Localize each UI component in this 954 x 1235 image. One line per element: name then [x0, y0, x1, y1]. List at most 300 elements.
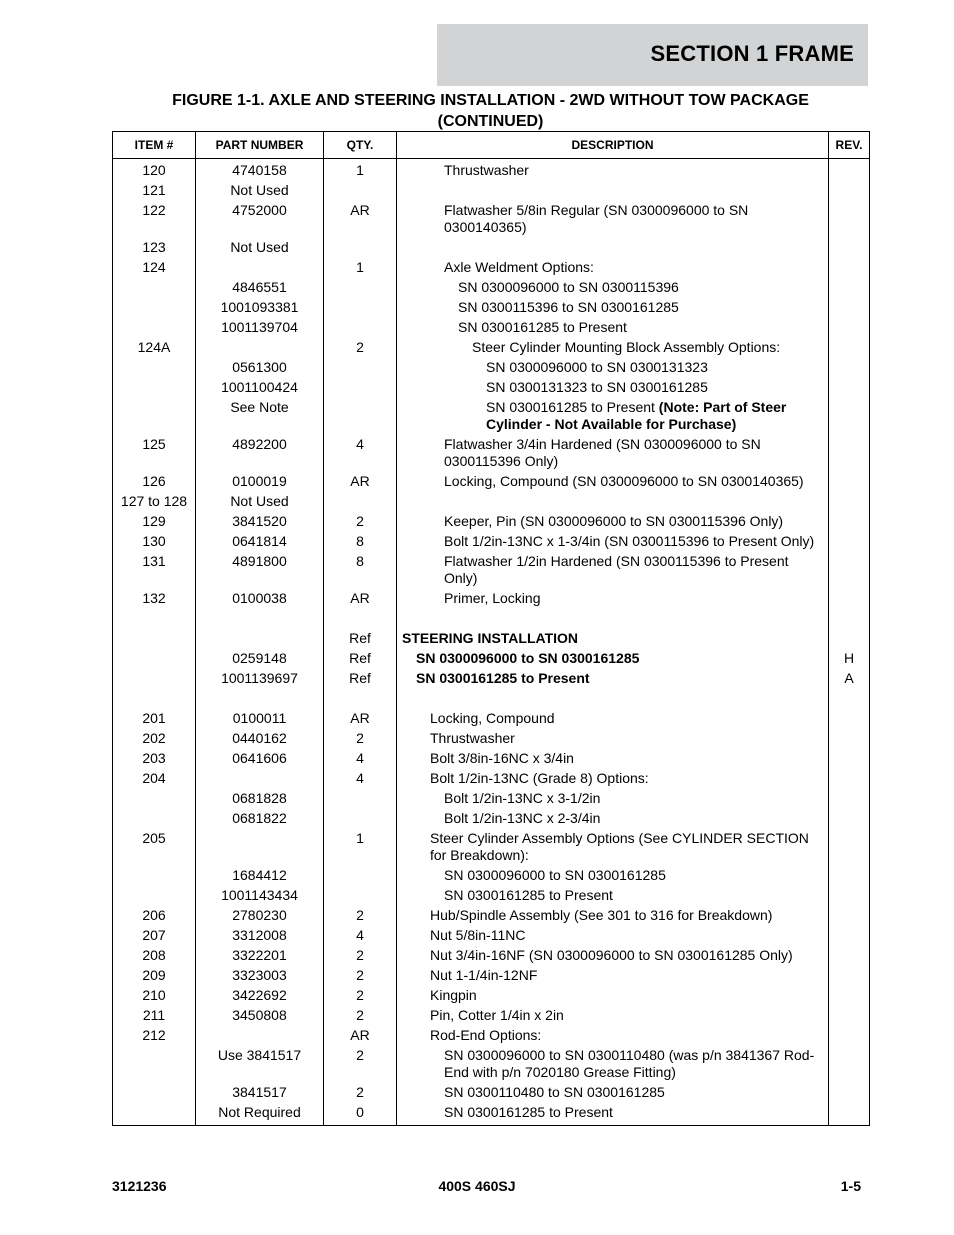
description-cell: [397, 708, 829, 728]
qty-cell: [324, 788, 397, 808]
table-row: [113, 808, 870, 828]
description-cell: [397, 728, 829, 748]
rev-cell: [829, 471, 870, 491]
qty-cell: 2: [324, 511, 397, 531]
rev-cell: A: [829, 668, 870, 688]
rev-cell: [829, 491, 870, 511]
part-number-cell: 0100038: [196, 588, 324, 608]
description-text: SN 0300096000 to SN 0300131323: [486, 359, 708, 375]
rev-cell: [829, 808, 870, 828]
table-row: [113, 471, 870, 491]
description-cell: [397, 297, 829, 317]
figure-title-line1: FIGURE 1-1. AXLE AND STEERING INSTALLATION - 2WD WITHOUT TOW PACKAGE: [172, 92, 809, 109]
part-number-cell: 0641814: [196, 531, 324, 551]
qty-cell: 2: [324, 1045, 397, 1082]
parts-table-body: [113, 159, 870, 1126]
description-cell: [397, 985, 829, 1005]
rev-cell: [829, 377, 870, 397]
description-cell: [397, 277, 829, 297]
part-number-cell: 0681822: [196, 808, 324, 828]
part-number-cell: 0681828: [196, 788, 324, 808]
item-cell: 124: [113, 257, 196, 277]
description-cell: [397, 885, 829, 905]
description-text: SN 0300161285 to Present: [444, 887, 613, 903]
part-number-cell: 3841517: [196, 1082, 324, 1102]
figure-title: [112, 90, 869, 132]
section-header: [437, 24, 868, 86]
description-cell: [397, 688, 829, 708]
table-header-row: [113, 132, 870, 159]
description-cell: [397, 808, 829, 828]
qty-cell: [324, 608, 397, 628]
description-text: Nut 5/8in-11NC: [430, 927, 526, 943]
rev-cell: [829, 788, 870, 808]
part-number-cell: [196, 768, 324, 788]
part-number-cell: 2780230: [196, 905, 324, 925]
item-cell: [113, 865, 196, 885]
rev-cell: [829, 434, 870, 471]
description-cell: [397, 828, 829, 865]
part-number-cell: 3841520: [196, 511, 324, 531]
rev-cell: [829, 511, 870, 531]
rev-cell: [829, 828, 870, 865]
item-cell: 121: [113, 180, 196, 200]
description-text: Hub/Spindle Assembly (See 301 to 316 for Breakdown): [430, 907, 773, 923]
description-text: Locking, Compound (SN 0300096000 to SN 0300140365): [444, 473, 804, 489]
item-cell: 202: [113, 728, 196, 748]
qty-cell: 2: [324, 945, 397, 965]
table-row: [113, 257, 870, 277]
item-cell: [113, 377, 196, 397]
table-row: [113, 1025, 870, 1045]
item-cell: [113, 808, 196, 828]
table-row: [113, 865, 870, 885]
rev-cell: [829, 237, 870, 257]
part-number-cell: 0259148: [196, 648, 324, 668]
description-cell: [397, 397, 829, 434]
qty-cell: AR: [324, 471, 397, 491]
description-text: Bolt 1/2in-13NC x 2-3/4in: [444, 810, 601, 826]
part-number-cell: 4752000: [196, 200, 324, 237]
description-text: Axle Weldment Options:: [444, 259, 594, 275]
rev-cell: [829, 965, 870, 985]
part-number-cell: 1001139704: [196, 317, 324, 337]
description-text: Thrustwasher: [430, 730, 515, 746]
qty-cell: 2: [324, 1082, 397, 1102]
table-row: [113, 357, 870, 377]
description-text: Bolt 1/2in-13NC (Grade 8) Options:: [430, 770, 649, 786]
item-cell: 210: [113, 985, 196, 1005]
item-cell: [113, 608, 196, 628]
qty-cell: 4: [324, 925, 397, 945]
description-note: (Note: Part of Steer Cylinder - Not Available for Purchase): [486, 399, 787, 432]
item-cell: 123: [113, 237, 196, 257]
part-number-cell: 4891800: [196, 551, 324, 588]
part-number-cell: Not Used: [196, 180, 324, 200]
item-cell: [113, 277, 196, 297]
description-cell: [397, 1025, 829, 1045]
description-cell: [397, 180, 829, 200]
description-cell: [397, 434, 829, 471]
description-cell: [397, 608, 829, 628]
item-cell: [113, 1045, 196, 1082]
item-cell: 120: [113, 159, 196, 181]
qty-cell: [324, 397, 397, 434]
description-cell: [397, 377, 829, 397]
table-row: [113, 748, 870, 768]
rev-cell: [829, 628, 870, 648]
description-text: Nut 3/4in-16NF (SN 0300096000 to SN 0300161285 Only): [430, 947, 793, 963]
description-cell: [397, 471, 829, 491]
qty-cell: 0: [324, 1102, 397, 1126]
description-cell: [397, 865, 829, 885]
description-cell: [397, 1005, 829, 1025]
part-number-cell: [196, 337, 324, 357]
description-text: SN 0300161285 to Present: [444, 1104, 613, 1120]
description-text: Keeper, Pin (SN 0300096000 to SN 0300115396 Only): [444, 513, 784, 529]
parts-table: [112, 131, 870, 1126]
item-cell: [113, 668, 196, 688]
part-number-cell: 0100011: [196, 708, 324, 728]
description-cell: [397, 491, 829, 511]
part-number-cell: Not Used: [196, 237, 324, 257]
part-number-cell: [196, 257, 324, 277]
item-cell: 203: [113, 748, 196, 768]
rev-cell: [829, 885, 870, 905]
rev-cell: [829, 708, 870, 728]
qty-cell: 8: [324, 531, 397, 551]
table-row: [113, 200, 870, 237]
item-cell: 124A: [113, 337, 196, 357]
qty-cell: AR: [324, 200, 397, 237]
rev-cell: [829, 1045, 870, 1082]
item-cell: [113, 1082, 196, 1102]
qty-cell: 4: [324, 434, 397, 471]
table-row: [113, 628, 870, 648]
description-cell: [397, 628, 829, 648]
description-cell: [397, 788, 829, 808]
description-cell: [397, 511, 829, 531]
qty-cell: 2: [324, 985, 397, 1005]
item-cell: [113, 357, 196, 377]
table-row: [113, 531, 870, 551]
part-number-cell: 1001100424: [196, 377, 324, 397]
description-text: SN 0300115396 to SN 0300161285: [458, 299, 679, 315]
table-row: [113, 905, 870, 925]
item-cell: [113, 397, 196, 434]
rev-cell: [829, 337, 870, 357]
qty-cell: [324, 237, 397, 257]
qty-cell: 8: [324, 551, 397, 588]
rev-cell: [829, 608, 870, 628]
rev-cell: [829, 297, 870, 317]
item-cell: 132: [113, 588, 196, 608]
rev-cell: [829, 1005, 870, 1025]
figure-title-line2: (CONTINUED): [437, 113, 544, 130]
qty-cell: 1: [324, 257, 397, 277]
description-cell: [397, 1082, 829, 1102]
item-cell: [113, 788, 196, 808]
table-row: [113, 648, 870, 668]
footer-model: 400S 460SJ: [438, 1178, 516, 1194]
rev-cell: [829, 945, 870, 965]
part-number-cell: 3422692: [196, 985, 324, 1005]
part-number-cell: 4892200: [196, 434, 324, 471]
table-row: [113, 551, 870, 588]
table-row: [113, 828, 870, 865]
description-text: SN 0300096000 to SN 0300161285: [444, 867, 666, 883]
item-cell: [113, 648, 196, 668]
description-cell: [397, 965, 829, 985]
rev-cell: [829, 688, 870, 708]
table-row: [113, 965, 870, 985]
table-row: [113, 1102, 870, 1126]
table-row: [113, 511, 870, 531]
item-cell: 212: [113, 1025, 196, 1045]
description-text: Flatwasher 1/2in Hardened (SN 0300115396 to Present Only): [444, 553, 789, 586]
table-row: [113, 985, 870, 1005]
qty-cell: AR: [324, 708, 397, 728]
description-text: SN 0300096000 to SN 0300110480 (was p/n 3841367 Rod-End with p/n 7020180 Grease Fitting): [444, 1047, 815, 1080]
item-cell: 201: [113, 708, 196, 728]
table-row: [113, 434, 870, 471]
column-header-qty: QTY.: [324, 132, 397, 159]
rev-cell: [829, 748, 870, 768]
item-cell: 205: [113, 828, 196, 865]
part-number-cell: 0440162: [196, 728, 324, 748]
item-cell: 130: [113, 531, 196, 551]
qty-cell: AR: [324, 588, 397, 608]
item-cell: 209: [113, 965, 196, 985]
qty-cell: [324, 808, 397, 828]
description-text: Steer Cylinder Assembly Options (See CYLINDER SECTION for Breakdown):: [430, 830, 809, 863]
column-header-description: DESCRIPTION: [397, 132, 829, 159]
qty-cell: 2: [324, 337, 397, 357]
description-text: STEERING INSTALLATION: [402, 630, 579, 646]
description-cell: [397, 748, 829, 768]
column-header-rev: REV.: [829, 132, 870, 159]
description-cell: [397, 588, 829, 608]
item-cell: 125: [113, 434, 196, 471]
rev-cell: H: [829, 648, 870, 668]
table-row: [113, 608, 870, 628]
rev-cell: [829, 159, 870, 181]
table-row: [113, 159, 870, 181]
description-text: Pin, Cotter 1/4in x 2in: [430, 1007, 564, 1023]
qty-cell: Ref: [324, 668, 397, 688]
section-title: SECTION 1 FRAME: [650, 41, 854, 66]
rev-cell: [829, 257, 870, 277]
description-cell: [397, 551, 829, 588]
qty-cell: [324, 865, 397, 885]
qty-cell: [324, 357, 397, 377]
part-number-cell: 1001139697: [196, 668, 324, 688]
table-row: [113, 788, 870, 808]
item-cell: 129: [113, 511, 196, 531]
qty-cell: 2: [324, 1005, 397, 1025]
description-cell: [397, 768, 829, 788]
item-cell: [113, 885, 196, 905]
qty-cell: Ref: [324, 628, 397, 648]
table-row: [113, 925, 870, 945]
item-cell: [113, 297, 196, 317]
item-cell: 126: [113, 471, 196, 491]
rev-cell: [829, 985, 870, 1005]
part-number-cell: Not Required: [196, 1102, 324, 1126]
table-row: [113, 297, 870, 317]
description-text: Bolt 3/8in-16NC x 3/4in: [430, 750, 574, 766]
part-number-cell: 1001143434: [196, 885, 324, 905]
description-text: SN 0300096000 to SN 0300115396: [458, 279, 679, 295]
table-row: [113, 377, 870, 397]
part-number-cell: 3450808: [196, 1005, 324, 1025]
column-header-item: ITEM #: [113, 132, 196, 159]
qty-cell: 2: [324, 728, 397, 748]
qty-cell: AR: [324, 1025, 397, 1045]
rev-cell: [829, 531, 870, 551]
table-row: [113, 1082, 870, 1102]
rev-cell: [829, 1082, 870, 1102]
part-number-cell: 4846551: [196, 277, 324, 297]
table-row: [113, 1045, 870, 1082]
item-cell: 208: [113, 945, 196, 965]
rev-cell: [829, 357, 870, 377]
description-cell: [397, 237, 829, 257]
description-text: SN 0300161285 to Present: [486, 399, 659, 415]
table-row: [113, 668, 870, 688]
description-cell: [397, 257, 829, 277]
item-cell: 122: [113, 200, 196, 237]
column-header-part-number: PART NUMBER: [196, 132, 324, 159]
qty-cell: [324, 277, 397, 297]
description-text: Rod-End Options:: [430, 1027, 542, 1043]
part-number-cell: [196, 828, 324, 865]
part-number-cell: [196, 688, 324, 708]
item-cell: [113, 628, 196, 648]
description-text: Flatwasher 5/8in Regular (SN 0300096000 to SN 0300140365): [444, 202, 749, 235]
description-cell: [397, 1045, 829, 1082]
rev-cell: [829, 865, 870, 885]
description-text: SN 0300161285 to Present: [458, 319, 627, 335]
table-row: [113, 337, 870, 357]
table-row: [113, 491, 870, 511]
qty-cell: 2: [324, 905, 397, 925]
rev-cell: [829, 768, 870, 788]
table-row: [113, 688, 870, 708]
part-number-cell: 4740158: [196, 159, 324, 181]
description-text: SN 0300096000 to SN 0300161285: [416, 650, 640, 666]
qty-cell: [324, 377, 397, 397]
part-number-cell: 3312008: [196, 925, 324, 945]
table-row: [113, 317, 870, 337]
qty-cell: [324, 317, 397, 337]
rev-cell: [829, 551, 870, 588]
part-number-cell: [196, 628, 324, 648]
qty-cell: 1: [324, 828, 397, 865]
part-number-cell: 0100019: [196, 471, 324, 491]
description-cell: [397, 668, 829, 688]
description-cell: [397, 200, 829, 237]
part-number-cell: Use 3841517: [196, 1045, 324, 1082]
item-cell: 207: [113, 925, 196, 945]
part-number-cell: [196, 1025, 324, 1045]
rev-cell: [829, 1102, 870, 1126]
description-cell: [397, 925, 829, 945]
part-number-cell: 0561300: [196, 357, 324, 377]
description-cell: [397, 337, 829, 357]
part-number-cell: 3323003: [196, 965, 324, 985]
description-text: Steer Cylinder Mounting Block Assembly Options:: [472, 339, 781, 355]
item-cell: 127 to 128: [113, 491, 196, 511]
description-text: Bolt 1/2in-13NC x 1-3/4in (SN 0300115396 to Present Only): [444, 533, 815, 549]
rev-cell: [829, 200, 870, 237]
table-row: [113, 945, 870, 965]
rev-cell: [829, 925, 870, 945]
qty-cell: 4: [324, 748, 397, 768]
qty-cell: 2: [324, 965, 397, 985]
footer-doc-number: 3121236: [112, 1178, 167, 1194]
description-text: SN 0300131323 to SN 0300161285: [486, 379, 708, 395]
rev-cell: [829, 277, 870, 297]
description-text: Primer, Locking: [444, 590, 541, 606]
item-cell: 204: [113, 768, 196, 788]
item-cell: 131: [113, 551, 196, 588]
qty-cell: Ref: [324, 648, 397, 668]
description-text: Bolt 1/2in-13NC x 3-1/2in: [444, 790, 601, 806]
description-cell: [397, 531, 829, 551]
table-row: [113, 397, 870, 434]
description-text: Flatwasher 3/4in Hardened (SN 0300096000 to SN 0300115396 Only): [444, 436, 761, 469]
rev-cell: [829, 588, 870, 608]
table-row: [113, 277, 870, 297]
part-number-cell: [196, 608, 324, 628]
item-cell: 206: [113, 905, 196, 925]
qty-cell: [324, 688, 397, 708]
qty-cell: 1: [324, 159, 397, 181]
part-number-cell: Not Used: [196, 491, 324, 511]
description-cell: [397, 357, 829, 377]
description-text: Nut 1-1/4in-12NF: [430, 967, 538, 983]
qty-cell: [324, 885, 397, 905]
rev-cell: [829, 317, 870, 337]
footer-page-number: 1-5: [840, 1178, 861, 1194]
qty-cell: 4: [324, 768, 397, 788]
table-row: [113, 1005, 870, 1025]
description-cell: [397, 905, 829, 925]
item-cell: [113, 688, 196, 708]
table-row: [113, 588, 870, 608]
rev-cell: [829, 180, 870, 200]
part-number-cell: 1684412: [196, 865, 324, 885]
description-cell: [397, 159, 829, 181]
table-row: [113, 180, 870, 200]
table-row: [113, 728, 870, 748]
part-number-cell: 0641606: [196, 748, 324, 768]
description-text: Kingpin: [430, 987, 477, 1003]
description-text: Thrustwasher: [444, 162, 529, 178]
description-cell: [397, 317, 829, 337]
rev-cell: [829, 397, 870, 434]
table-row: [113, 708, 870, 728]
rev-cell: [829, 728, 870, 748]
description-cell: [397, 945, 829, 965]
item-cell: [113, 317, 196, 337]
table-row: [113, 237, 870, 257]
table-row: [113, 885, 870, 905]
part-number-cell: See Note: [196, 397, 324, 434]
qty-cell: [324, 297, 397, 317]
description-text: SN 0300110480 to SN 0300161285: [444, 1084, 665, 1100]
